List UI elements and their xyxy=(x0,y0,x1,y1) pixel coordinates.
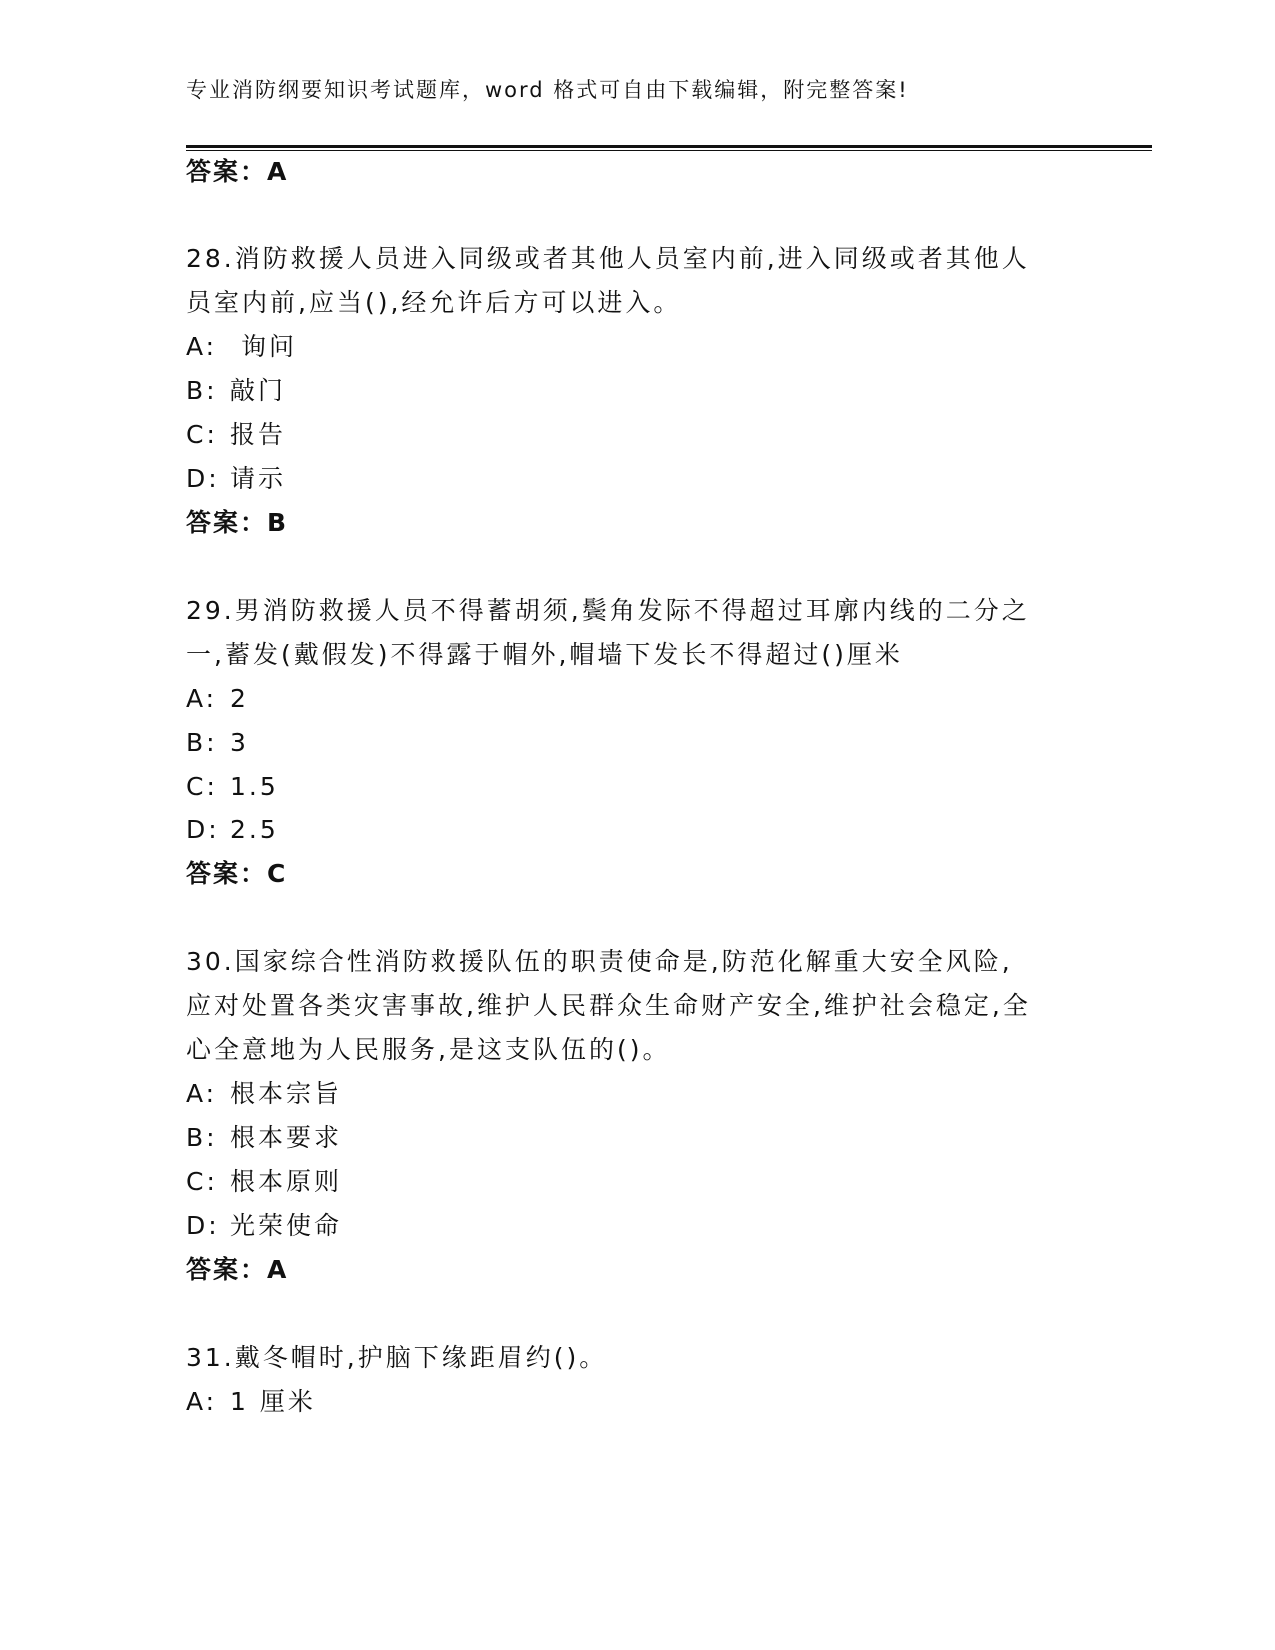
option-text: 1 厘米 xyxy=(230,1387,316,1416)
option-text: 根本要求 xyxy=(230,1123,343,1152)
option-label: A: xyxy=(186,684,218,713)
question-31-stem-line-1: 31.戴冬帽时,护脑下缘距眉约()。 xyxy=(186,1343,608,1372)
option-label: B: xyxy=(186,728,218,757)
question-30-stem-line-2: 应对处置各类灾害事故,维护人民群众生命财产安全,维护社会稳定,全 xyxy=(186,991,1031,1020)
question-28-option-d xyxy=(186,464,286,494)
option-text: 请示 xyxy=(230,464,287,493)
option-label: D: xyxy=(186,1211,220,1240)
option-label: B: xyxy=(186,1123,218,1152)
question-29-stem-line-1: 29.男消防救援人员不得蓄胡须,鬓角发际不得超过耳廓内线的二分之 xyxy=(186,596,1030,625)
question-28-answer: 答案：B xyxy=(186,508,289,537)
option-text: 敲门 xyxy=(230,376,287,405)
question-29-option-a xyxy=(186,684,249,714)
question-31-option-a xyxy=(186,1387,316,1417)
option-text: 3 xyxy=(230,728,249,757)
question-29-option-c xyxy=(186,772,279,802)
question-28-stem-line-1: 28.消防救援人员进入同级或者其他人员室内前,进入同级或者其他人 xyxy=(186,244,1030,273)
option-text: 根本原则 xyxy=(230,1167,343,1196)
option-label: C: xyxy=(186,1167,218,1196)
option-label: D: xyxy=(186,464,220,493)
question-28-option-a xyxy=(186,332,297,362)
option-label: A: xyxy=(186,1079,218,1108)
header-rule xyxy=(186,145,1152,148)
previous-answer: 答案：A xyxy=(186,157,289,186)
option-text: 报告 xyxy=(230,420,287,449)
option-text: 2.5 xyxy=(230,815,279,844)
option-label: C: xyxy=(186,772,218,801)
question-29-option-b xyxy=(186,728,249,758)
option-label: C: xyxy=(186,420,218,449)
page-header: 专业消防纲要知识考试题库，word 格式可自由下载编辑，附完整答案! xyxy=(186,78,909,102)
question-28-stem-line-2: 员室内前,应当(),经允许后方可以进入。 xyxy=(186,288,682,317)
option-text: 1.5 xyxy=(230,772,279,801)
header-rule-thin xyxy=(186,150,1152,151)
question-30-option-a xyxy=(186,1079,342,1109)
option-label: D: xyxy=(186,815,220,844)
question-30-answer: 答案：A xyxy=(186,1255,289,1284)
question-29-option-d xyxy=(186,815,279,845)
option-label: A: xyxy=(186,332,218,361)
question-30-stem-line-1: 30.国家综合性消防救援队伍的职责使命是,防范化解重大安全风险, xyxy=(186,947,1013,976)
option-label: A: xyxy=(186,1387,218,1416)
question-29-answer: 答案：C xyxy=(186,859,288,888)
question-28-option-c xyxy=(186,420,286,450)
question-28-option-b xyxy=(186,376,286,406)
question-30-stem-line-3: 心全意地为人民服务,是这支队伍的()。 xyxy=(186,1035,671,1064)
question-29-stem-line-2: 一,蓄发(戴假发)不得露于帽外,帽墙下发长不得超过()厘米 xyxy=(186,640,903,669)
option-label: B: xyxy=(186,376,218,405)
question-30-option-b xyxy=(186,1123,342,1153)
option-text: 根本宗旨 xyxy=(230,1079,343,1108)
question-30-option-c xyxy=(186,1167,342,1197)
option-text: 询问 xyxy=(230,332,297,361)
question-30-option-d xyxy=(186,1211,342,1241)
option-text: 2 xyxy=(230,684,249,713)
option-text: 光荣使命 xyxy=(230,1211,343,1240)
